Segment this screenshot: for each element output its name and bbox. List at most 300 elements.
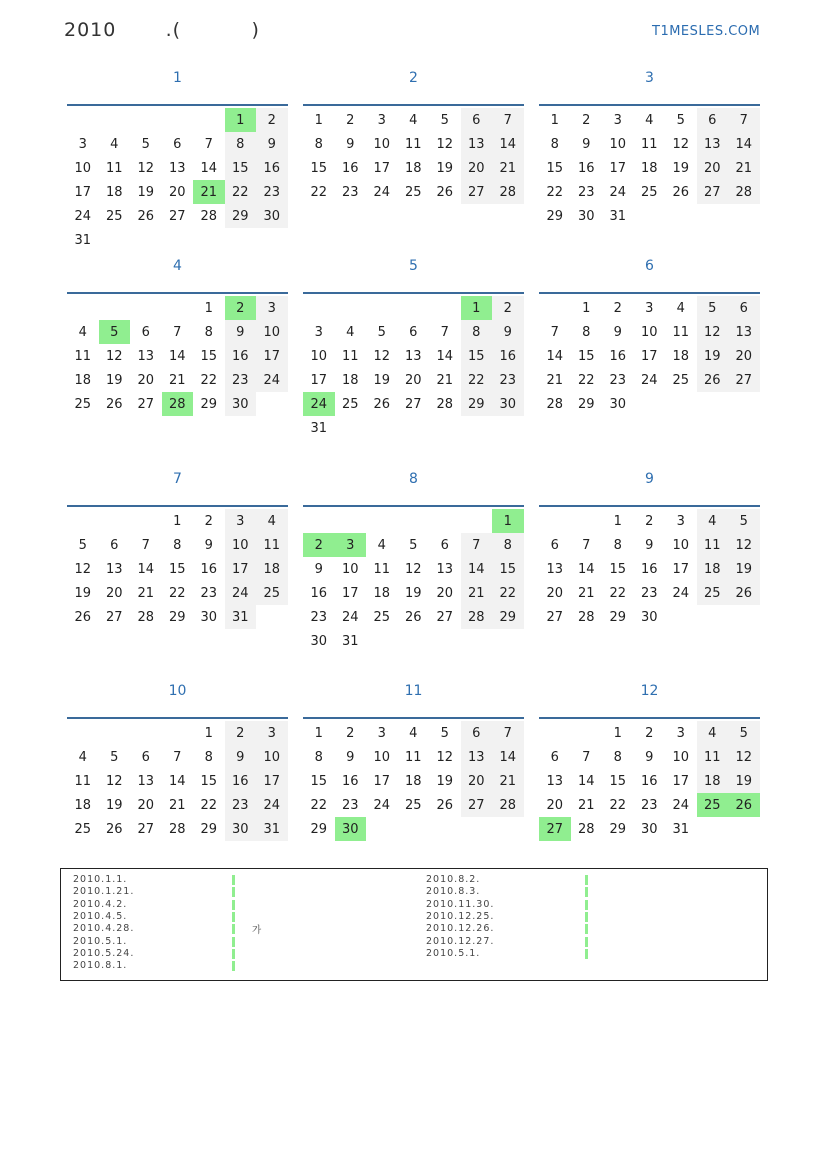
day-cell: 23 (609, 372, 627, 388)
day-cell: 29 (492, 605, 524, 629)
day-cell: 4 (409, 112, 418, 128)
day-cell: 2 (645, 725, 654, 741)
day-cell: 22 (225, 180, 257, 204)
day-cell: 29 (225, 204, 257, 228)
day-cell: 27 (728, 368, 760, 392)
day-cell: 30 (492, 392, 524, 416)
day-cell: 6 (409, 324, 418, 340)
day-cell: 17 (256, 344, 288, 368)
day-cell: 10 (609, 136, 627, 152)
day-cell: 21 (577, 585, 595, 601)
day-cell: 8 (492, 533, 524, 557)
month-calendar (67, 258, 288, 416)
holiday-color-marker (232, 937, 235, 947)
empty-cell (67, 509, 99, 533)
site-name[interactable]: T1MESLES.COM (652, 24, 761, 39)
day-cell: 1 (314, 112, 323, 128)
month-calendar (303, 683, 524, 841)
day-cell: 22 (461, 368, 493, 392)
day-cell: 10 (310, 348, 328, 364)
day-cell: 16 (640, 773, 658, 789)
empty-cell (571, 509, 603, 533)
day-cell: 4 (697, 721, 729, 745)
day-cell: 7 (173, 749, 182, 765)
day-cell: 29 (461, 392, 493, 416)
day-cell: 23 (200, 585, 218, 601)
day-cell: 14 (200, 160, 218, 176)
day-cell: 5 (110, 749, 119, 765)
day-cell: 5 (440, 112, 449, 128)
day-cell: 6 (141, 324, 150, 340)
day-cell: 14 (492, 132, 524, 156)
day-cell: 19 (105, 797, 123, 813)
day-cell: 24 (225, 581, 257, 605)
month-days-grid (539, 104, 760, 228)
day-cell: 15 (609, 561, 627, 577)
day-cell: 6 (550, 749, 559, 765)
day-cell: 30 (225, 392, 257, 416)
holiday-color-marker (232, 924, 235, 934)
day-cell: 29 (310, 821, 328, 837)
page-title: 2010 .( ) (64, 19, 260, 41)
empty-cell (67, 108, 99, 132)
day-cell: 25 (341, 396, 359, 412)
day-cell: 5 (728, 509, 760, 533)
legend-date: 2010.8.3. (426, 886, 481, 898)
day-cell: 26 (404, 609, 422, 625)
day-cell: 25 (697, 793, 729, 817)
empty-cell (539, 721, 571, 745)
month-title: 10 (168, 683, 187, 699)
day-cell: 27 (436, 609, 454, 625)
day-cell: 5 (377, 324, 386, 340)
legend-date: 2010.12.26. (426, 923, 495, 935)
day-cell: 28 (137, 609, 155, 625)
day-cell: 31 (74, 232, 92, 248)
day-cell: 12 (74, 561, 92, 577)
day-cell: 11 (373, 561, 391, 577)
empty-cell (130, 509, 162, 533)
empty-cell (99, 108, 131, 132)
day-cell: 20 (461, 769, 493, 793)
day-cell: 22 (577, 372, 595, 388)
day-cell: 24 (373, 184, 391, 200)
day-cell: 1 (613, 513, 622, 529)
day-cell: 26 (373, 396, 391, 412)
day-cell: 3 (645, 300, 654, 316)
day-cell: 16 (341, 160, 359, 176)
day-cell: 9 (225, 745, 257, 769)
day-cell: 1 (492, 509, 524, 533)
day-cell: 31 (225, 605, 257, 629)
month-title: 1 (173, 70, 182, 86)
month-days-grid (539, 292, 760, 416)
empty-cell (162, 721, 194, 745)
day-cell: 25 (697, 581, 729, 605)
month-title: 9 (645, 471, 654, 487)
day-cell: 4 (256, 509, 288, 533)
day-cell: 28 (200, 208, 218, 224)
empty-cell (130, 108, 162, 132)
legend-date: 2010.1.1. (73, 874, 128, 885)
day-cell: 5 (697, 296, 729, 320)
month-title: 12 (640, 683, 659, 699)
day-cell: 5 (99, 320, 131, 344)
day-cell: 29 (168, 609, 186, 625)
day-cell: 2 (582, 112, 591, 128)
legend-note: 가 (252, 925, 263, 936)
holiday-color-marker (232, 961, 235, 971)
day-cell: 27 (461, 180, 493, 204)
day-cell: 15 (310, 160, 328, 176)
day-cell: 30 (256, 204, 288, 228)
day-cell: 12 (672, 136, 690, 152)
legend-date: 2010.11.30. (426, 898, 495, 910)
day-cell: 9 (492, 320, 524, 344)
day-cell: 13 (436, 561, 454, 577)
day-cell: 6 (440, 537, 449, 553)
day-cell: 14 (546, 348, 564, 364)
day-cell: 19 (105, 372, 123, 388)
day-cell: 7 (173, 324, 182, 340)
month-days-grid (67, 292, 288, 416)
day-cell: 30 (225, 817, 257, 841)
day-cell: 10 (341, 561, 359, 577)
day-cell: 28 (577, 609, 595, 625)
legend-date: 2010.5.24. (73, 947, 135, 959)
day-cell: 26 (436, 184, 454, 200)
day-cell: 9 (256, 132, 288, 156)
empty-cell (303, 509, 335, 533)
day-cell: 26 (728, 793, 760, 817)
day-cell: 24 (672, 585, 690, 601)
day-cell: 11 (697, 745, 729, 769)
day-cell: 24 (256, 793, 288, 817)
day-cell: 24 (74, 208, 92, 224)
day-cell: 6 (728, 296, 760, 320)
day-cell: 11 (404, 136, 422, 152)
day-cell: 4 (409, 725, 418, 741)
day-cell: 13 (461, 745, 493, 769)
day-cell: 11 (404, 749, 422, 765)
day-cell: 14 (461, 557, 493, 581)
day-cell: 21 (137, 585, 155, 601)
empty-cell (335, 296, 367, 320)
day-cell: 28 (728, 180, 760, 204)
month-days-grid (303, 104, 524, 204)
holiday-color-marker (232, 949, 235, 959)
day-cell: 29 (546, 208, 564, 224)
legend-date: 2010.12.25. (426, 910, 495, 922)
empty-cell (303, 296, 335, 320)
day-cell: 3 (78, 136, 87, 152)
day-cell: 13 (168, 160, 186, 176)
day-cell: 13 (105, 561, 123, 577)
day-cell: 10 (640, 324, 658, 340)
day-cell: 7 (582, 749, 591, 765)
day-cell: 8 (613, 749, 622, 765)
day-cell: 7 (550, 324, 559, 340)
month-days-grid (67, 505, 288, 629)
month-calendar (67, 70, 288, 252)
day-cell: 21 (492, 769, 524, 793)
month-title: 11 (404, 683, 423, 699)
month-title: 6 (645, 258, 654, 274)
day-cell: 19 (137, 184, 155, 200)
day-cell: 25 (105, 208, 123, 224)
day-cell: 26 (105, 821, 123, 837)
day-cell: 24 (341, 609, 359, 625)
day-cell: 23 (256, 180, 288, 204)
day-cell: 10 (256, 320, 288, 344)
empty-cell (461, 509, 493, 533)
day-cell: 18 (74, 797, 92, 813)
day-cell: 22 (168, 585, 186, 601)
day-cell: 26 (436, 797, 454, 813)
day-cell: 27 (105, 609, 123, 625)
day-cell: 17 (609, 160, 627, 176)
day-cell: 6 (461, 721, 493, 745)
day-cell: 23 (225, 793, 257, 817)
day-cell: 8 (204, 749, 213, 765)
day-cell: 2 (225, 721, 257, 745)
day-cell: 18 (74, 372, 92, 388)
day-cell: 10 (256, 745, 288, 769)
day-cell: 21 (168, 797, 186, 813)
day-cell: 17 (74, 184, 92, 200)
day-cell: 17 (225, 557, 257, 581)
day-cell: 5 (440, 725, 449, 741)
day-cell: 29 (200, 821, 218, 837)
holiday-color-marker (585, 937, 588, 947)
day-cell: 15 (200, 773, 218, 789)
day-cell: 20 (105, 585, 123, 601)
day-cell: 4 (78, 749, 87, 765)
day-cell: 5 (728, 721, 760, 745)
day-cell: 31 (609, 208, 627, 224)
empty-cell (366, 296, 398, 320)
day-cell: 23 (640, 585, 658, 601)
holiday-color-marker (585, 912, 588, 922)
day-cell: 24 (373, 797, 391, 813)
day-cell: 30 (640, 609, 658, 625)
day-cell: 21 (546, 372, 564, 388)
legend-date: 2010.12.27. (426, 935, 495, 947)
day-cell: 16 (310, 585, 328, 601)
day-cell: 8 (225, 132, 257, 156)
day-cell: 24 (640, 372, 658, 388)
day-cell: 26 (105, 396, 123, 412)
day-cell: 16 (577, 160, 595, 176)
day-cell: 2 (613, 300, 622, 316)
day-cell: 11 (672, 324, 690, 340)
day-cell: 17 (672, 773, 690, 789)
month-calendar (303, 70, 524, 204)
legend-date: 2010.1.21. (73, 886, 135, 898)
day-cell: 25 (404, 184, 422, 200)
day-cell: 13 (546, 561, 564, 577)
day-cell: 31 (310, 420, 328, 436)
day-cell: 18 (341, 372, 359, 388)
day-cell: 3 (377, 112, 386, 128)
day-cell: 19 (404, 585, 422, 601)
month-calendar (67, 683, 288, 841)
empty-cell (539, 509, 571, 533)
day-cell: 4 (346, 324, 355, 340)
day-cell: 20 (546, 585, 564, 601)
day-cell: 18 (256, 557, 288, 581)
empty-cell (429, 509, 461, 533)
empty-cell (193, 108, 225, 132)
month-calendar (539, 471, 760, 629)
day-cell: 3 (256, 296, 288, 320)
empty-cell (571, 721, 603, 745)
day-cell: 11 (697, 533, 729, 557)
day-cell: 2 (645, 513, 654, 529)
day-cell: 16 (341, 773, 359, 789)
month-title: 2 (409, 70, 418, 86)
month-days-grid (67, 104, 288, 252)
day-cell: 21 (492, 156, 524, 180)
month-days-grid (303, 505, 524, 653)
month-calendar (539, 258, 760, 416)
day-cell: 11 (341, 348, 359, 364)
day-cell: 1 (204, 725, 213, 741)
day-cell: 9 (346, 136, 355, 152)
day-cell: 6 (110, 537, 119, 553)
empty-cell (162, 296, 194, 320)
day-cell: 18 (404, 160, 422, 176)
day-cell: 31 (672, 821, 690, 837)
day-cell: 26 (697, 368, 729, 392)
day-cell: 15 (492, 557, 524, 581)
day-cell: 18 (697, 557, 729, 581)
day-cell: 13 (728, 320, 760, 344)
month-days-grid (303, 717, 524, 841)
day-cell: 17 (373, 773, 391, 789)
day-cell: 3 (613, 112, 622, 128)
day-cell: 12 (728, 533, 760, 557)
day-cell: 15 (577, 348, 595, 364)
day-cell: 2 (346, 725, 355, 741)
day-cell: 30 (609, 396, 627, 412)
day-cell: 5 (78, 537, 87, 553)
day-cell: 25 (640, 184, 658, 200)
day-cell: 27 (539, 817, 571, 841)
month-title: 3 (645, 70, 654, 86)
day-cell: 18 (105, 184, 123, 200)
day-cell: 16 (609, 348, 627, 364)
day-cell: 30 (310, 633, 328, 649)
day-cell: 16 (492, 344, 524, 368)
day-cell: 15 (609, 773, 627, 789)
day-cell: 15 (546, 160, 564, 176)
day-cell: 12 (105, 773, 123, 789)
empty-cell (398, 509, 430, 533)
day-cell: 21 (436, 372, 454, 388)
day-cell: 10 (74, 160, 92, 176)
day-cell: 12 (137, 160, 155, 176)
day-cell: 4 (377, 537, 386, 553)
day-cell: 18 (373, 585, 391, 601)
day-cell: 14 (577, 561, 595, 577)
day-cell: 25 (256, 581, 288, 605)
day-cell: 14 (577, 773, 595, 789)
day-cell: 22 (609, 797, 627, 813)
holiday-color-marker (232, 875, 235, 885)
day-cell: 20 (436, 585, 454, 601)
day-cell: 19 (728, 557, 760, 581)
empty-cell (67, 721, 99, 745)
day-cell: 20 (461, 156, 493, 180)
day-cell: 17 (640, 348, 658, 364)
day-cell: 1 (204, 300, 213, 316)
day-cell: 27 (168, 208, 186, 224)
day-cell: 9 (225, 320, 257, 344)
day-cell: 2 (492, 296, 524, 320)
empty-cell (99, 509, 131, 533)
day-cell: 24 (609, 184, 627, 200)
day-cell: 7 (141, 537, 150, 553)
day-cell: 7 (582, 537, 591, 553)
holiday-legend (60, 868, 768, 981)
holiday-color-marker (585, 949, 588, 959)
day-cell: 7 (492, 721, 524, 745)
legend-date: 2010.4.5. (73, 910, 128, 922)
day-cell: 27 (546, 609, 564, 625)
day-cell: 17 (672, 561, 690, 577)
day-cell: 5 (676, 112, 685, 128)
day-cell: 14 (436, 348, 454, 364)
legend-date: 2010.8.1. (73, 960, 128, 972)
day-cell: 20 (137, 372, 155, 388)
month-calendar (303, 258, 524, 440)
empty-cell (99, 296, 131, 320)
day-cell: 23 (341, 797, 359, 813)
legend-date: 2010.5.1. (73, 935, 128, 947)
day-cell: 2 (346, 112, 355, 128)
month-title: 8 (409, 471, 418, 487)
day-cell: 16 (640, 561, 658, 577)
day-cell: 1 (461, 296, 493, 320)
day-cell: 28 (162, 392, 194, 416)
day-cell: 26 (137, 208, 155, 224)
day-cell: 30 (335, 817, 367, 841)
day-cell: 19 (74, 585, 92, 601)
day-cell: 30 (640, 821, 658, 837)
day-cell: 18 (404, 773, 422, 789)
day-cell: 13 (404, 348, 422, 364)
day-cell: 20 (137, 797, 155, 813)
day-cell: 4 (645, 112, 654, 128)
day-cell: 4 (78, 324, 87, 340)
day-cell: 17 (373, 160, 391, 176)
day-cell: 9 (314, 561, 323, 577)
day-cell: 3 (225, 509, 257, 533)
day-cell: 1 (225, 108, 257, 132)
day-cell: 3 (676, 725, 685, 741)
day-cell: 23 (492, 368, 524, 392)
day-cell: 14 (168, 773, 186, 789)
day-cell: 6 (550, 537, 559, 553)
day-cell: 4 (676, 300, 685, 316)
day-cell: 9 (204, 537, 213, 553)
day-cell: 28 (436, 396, 454, 412)
day-cell: 22 (200, 797, 218, 813)
day-cell: 8 (314, 749, 323, 765)
day-cell: 13 (137, 348, 155, 364)
empty-cell (130, 721, 162, 745)
